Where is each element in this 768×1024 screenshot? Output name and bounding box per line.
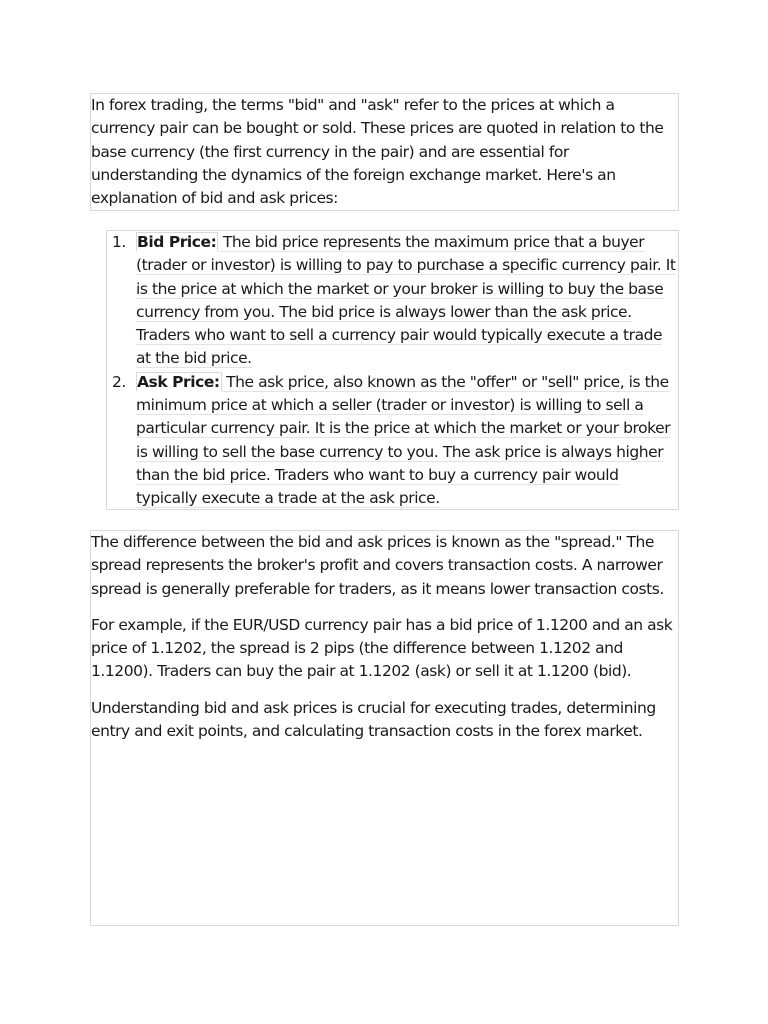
spread-explanation-section bbox=[90, 530, 679, 926]
example-paragraph: For example, if the EUR/USD currency pair has a bid price of 1.1200 and an ask price of 1.1202, the spread is 2 pips (the difference between 1.1202 and 1.1200). Traders can buy the pair at 1.1202 (ask) or sell it at 1.1200 (bid). bbox=[91, 615, 673, 681]
list-item-number: 2. bbox=[112, 372, 126, 391]
ask-price-description: The ask price, also known as the "offer" or "sell" price, is the minimum price at which a seller (trader or investor) is willing to sell a particular currency pair. It is the price at which the market or your broker is willing to sell the base currency to you. The ask price is always higher than the bid price. Traders who want to buy a currency pair would typically execute a trade at the ask price. bbox=[136, 372, 671, 508]
bid-price-description: The bid price represents the maximum price that a buyer (trader or investor) is willing to pay to purchase a specific currency pair. It is the price at which the market or your broker is willing to buy the base currency from you. The bid price is always lower than the ask price. Traders who want to sell a currency pair would typically execute a trade at the bid price. bbox=[136, 233, 676, 368]
list-item-ask-price bbox=[107, 371, 678, 511]
bid-price-term: Bid Price: bbox=[137, 233, 217, 251]
ask-price-term: Ask Price: bbox=[137, 372, 220, 391]
list-item-bid-price bbox=[107, 231, 678, 371]
intro-section bbox=[90, 93, 679, 211]
intro-paragraph: In forex trading, the terms "bid" and "ask" refer to the prices at which a currency pair can be bought or sold. These prices are quoted in relation to the base currency (the first currency in the pair) and are essential for understanding the dynamics of the foreign exchange market. Here's an explanation of bid and ask prices: bbox=[91, 96, 664, 208]
list-item-number: 1. bbox=[112, 233, 126, 251]
ordered-list bbox=[107, 231, 678, 511]
spread-paragraph: The difference between the bid and ask prices is known as the "spread." The spread represents the broker's profit and covers transaction costs. A narrower spread is generally preferable for traders, as it means lower transaction costs. bbox=[91, 533, 664, 598]
price-definitions-list bbox=[106, 230, 679, 510]
conclusion-paragraph: Understanding bid and ask prices is crucial for executing trades, determining entry and exit points, and calculating transaction costs in the forex market. bbox=[91, 698, 656, 741]
